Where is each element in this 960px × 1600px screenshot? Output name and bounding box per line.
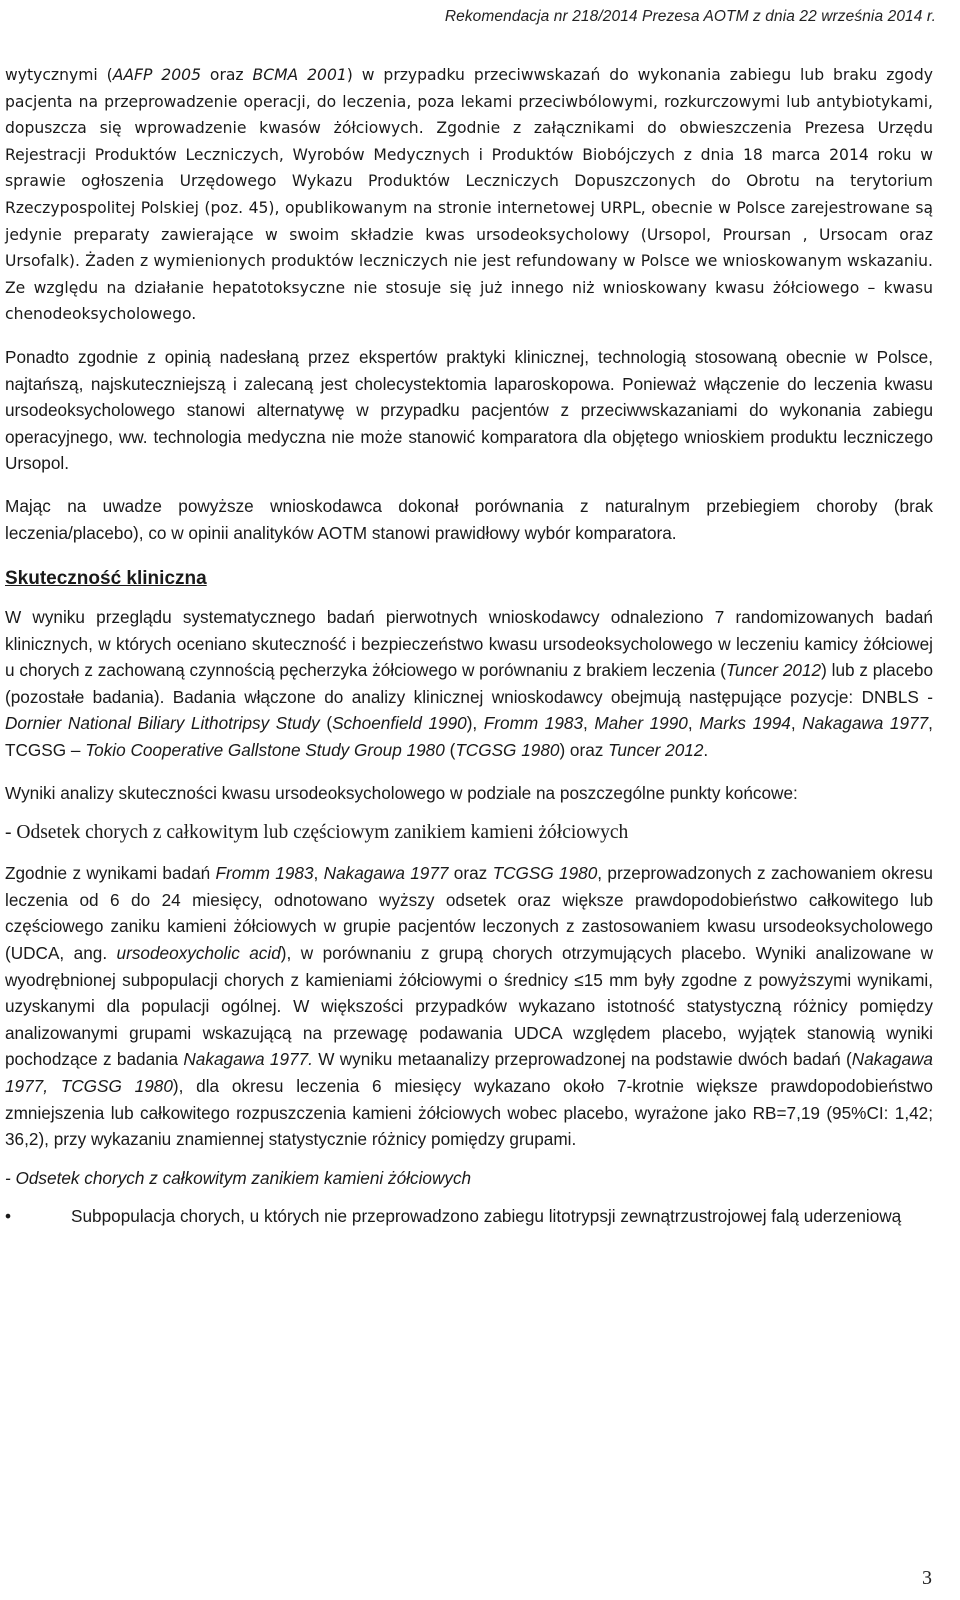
paragraph-comparator: Mając na uwadze powyższe wnioskodawca dokonał porównania z naturalnym przebiegiem choroby (brak leczenia/placebo), co w opinii analityków AOTM stanowi prawidłowy wybór komparatora.: [5, 495, 933, 543]
paragraph-endpoints-intro: Wyniki analizy skuteczności kwasu ursodeoksycholowego w podziale na poszczególne punkty końcowe:: [5, 782, 798, 803]
page-number: 3: [922, 1567, 932, 1589]
subheading-complete-dissolution: - Odsetek chorych z całkowitym zanikiem kamieni żółciowych: [5, 1167, 472, 1188]
paragraph-expert-opinion: Ponadto zgodnie z opinią nadesłaną przez ekspertów praktyki klinicznej, technologią stosowaną obecnie w Polsce, najtańszą, najskuteczniejszą i zalecaną jest cholecystektomia laparoskopowa. Ponieważ włączenie do leczenia kwasu ursodeoksycholowego stanowi alternatywę w przypadku pacjentów z przeciwwskazaniami do wykonania zabiegu operacyjnego, ww. technologia medyczna nie może stanowić komparatora dla objętego wnioskiem produktu leczniczego Ursopol.: [5, 346, 933, 474]
section-heading-clinical-efficacy: Skuteczność kliniczna: [5, 568, 207, 590]
paragraph-systematic-review: W wyniku przeglądu systematycznego badań pierwotnych wnioskodawcy odnaleziono 7 randomizowanych badań klinicznych, w których oceniano skuteczność i bezpieczeństwo kwasu ursodeoksycholowego w leczeniu kamicy żółciowej u chorych z zachowaną czynnością pęcherzyka żółciowego w porównaniu z brakiem leczenia (Tuncer 2012) lub z placebo (pozostałe badania). Badania włączone do analizy klinicznej wnioskodawcy obejmują następujące pozycje: DNBLS - Dornier National Biliary Lithotripsy Study (Schoenfield 1990), Fromm 1983, Maher 1990, Marks 1994, Nakagawa 1977, TCGSG – Tokio Cooperative Gallstone Study Group 1980 (TCGSG 1980) oraz Tuncer 2012.: [5, 607, 933, 761]
paragraph-guidelines: wytycznymi (AAFP 2005 oraz BCMA 2001) w przypadku przeciwwskazań do wykonania zabiegu lub braku zgody pacjenta na przeprowadzenie operacji, do leczenia, poza lekami przeciwbólowymi, rozkurczowymi lub antybiotykami, dopuszcza się wprowadzenie kwasów żółciowych. Zgodnie z załącznikami do obwieszczenia Prezesa Urzędu Rejestracji Produktów Leczniczych, Wyrobów Medycznych i Produktów Biobójczych z dnia 18 marca 2014 roku w sprawie ogłoszenia Urzędowego Wykazu Produktów Leczniczych Dopuszczonych do Obrotu na terytorium Rzeczypospolitej Polskiej (poz. 45), opublikowanym na stronie internetowej URPL, obecnie w Polsce zarejestrowane są jedynie preparaty zawierające w swoim składzie kwas ursodeoksycholowy (Ursopol, Proursan , Ursocam oraz Ursofalk). Żaden z wymienionych produktów leczniczych nie jest refundowany w Polsce we wnioskowanym wskazaniu. Ze względu na działanie hepatotoksyczne nie stosuje się już innego niż wnioskowany kwasu żółciowego – kwasu chenodeoksycholowego.: [5, 66, 933, 324]
paragraph-dissolution-results: Zgodnie z wynikami badań Fromm 1983, Nakagawa 1977 oraz TCGSG 1980, przeprowadzonych z zachowaniem okresu leczenia od 6 do 24 miesięcy, odnotowano wyższy odsetek oraz większe prawdopodobieństwo całkowitego lub częściowego zaniku kamieni żółciowych w grupie pacjentów leczonych z zastosowaniem kwasu ursodeoksycholowego (UDCA, ang. ursodeoxycholic acid), w porównaniu z grupą chorych otrzymujących placebo. Wyniki analizowane w wyodrębnionej subpopulacji chorych z kamieniami żółciowymi o średnicy ≤15 mm były zgodne z powyższymi wynikami, uzyskanymi dla populacji ogólnej. W większości przypadków wykazano istotność statystyczną różnicy pomiędzy analizowanymi grupami wskazującą na przewagę podawania UDCA względem placebo, wyjątek stanowią wyniki pochodzące z badania Nakagawa 1977. W wyniku metaanalizy przeprowadzonej na podstawie dwóch badań (Nakagawa 1977, TCGSG 1980), dla okresu leczenia 6 miesięcy wykazano około 7-krotnie większe prawdopodobieństwo zmniejszenia lub całkowitego rozpuszczenia kamieni żółciowych wobec placebo, wyrażone jako RB=7,19 (95%CI: 1,42; 36,2), przy wykazaniu znamiennej statystycznie różnicy pomiędzy grupami.: [5, 863, 933, 1150]
document-body: [5, 62, 933, 1230]
subheading-partial-complete-dissolution: - Odsetek chorych z całkowitym lub częściowym zanikiem kamieni żółciowych: [5, 822, 629, 844]
bullet-list-item: [5, 1203, 933, 1230]
bullet-text: Subpopulacja chorych, u których nie przeprowadzono zabiegu litotrypsji zewnątrzustrojowej falą uderzeniową: [71, 1206, 902, 1227]
document-header: Rekomendacja nr 218/2014 Prezesa AOTM z dnia 22 września 2014 r.: [444, 8, 936, 25]
bullet-symbol: •: [5, 1206, 12, 1227]
